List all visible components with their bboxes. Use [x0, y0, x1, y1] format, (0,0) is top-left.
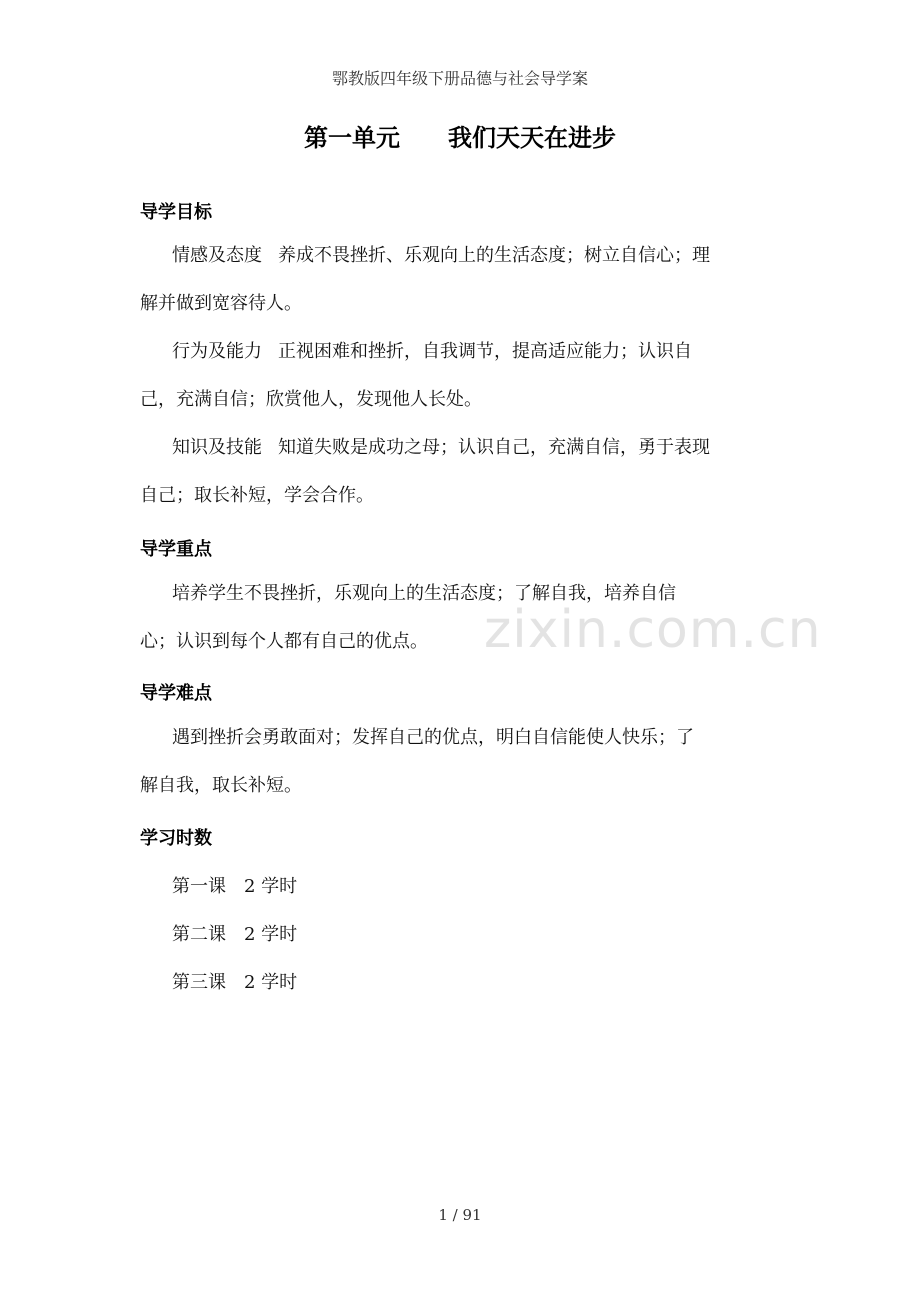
section-heading-key-points: 导学重点 — [140, 539, 212, 560]
lesson-hours-item: 第一课 2 学时 — [172, 876, 298, 897]
goal-emotion-paragraph — [140, 232, 710, 328]
section-heading-hours: 学习时数 — [140, 828, 212, 849]
section-heading-goals: 导学目标 — [140, 202, 212, 223]
goal-text: 知道失败是成功之母；认识自己，充满自信，勇于表现自己；取长补短，学会合作。 — [140, 437, 710, 506]
site-watermark: zixin.com.cn — [484, 600, 822, 660]
goal-label: 知识及技能 — [172, 437, 262, 458]
page-title: 第一单元 我们天天在进步 — [304, 124, 616, 152]
section-heading-difficulties: 导学难点 — [140, 683, 212, 704]
difficulties-paragraph: 遇到挫折会勇敢面对；发挥自己的优点，明白自信能使人快乐；了解自我，取长补短。 — [140, 727, 694, 796]
goal-behavior-paragraph — [140, 328, 710, 424]
goal-label: 行为及能力 — [172, 341, 262, 362]
page-header: 鄂教版四年级下册品德与社会导学案 — [331, 69, 588, 88]
lesson-hours-item: 第三课 2 学时 — [172, 972, 298, 993]
goal-label: 情感及态度 — [172, 245, 262, 266]
goal-knowledge-paragraph — [140, 424, 710, 520]
goal-text: 养成不畏挫折、乐观向上的生活态度；树立自信心；理解并做到宽容待人。 — [140, 245, 710, 314]
key-points-paragraph: 培养学生不畏挫折，乐观向上的生活态度；了解自我，培养自信心；认识到每个人都有自己的优点。 — [140, 583, 676, 652]
page-number: 1 / 91 — [438, 1206, 482, 1224]
goal-text: 正视困难和挫折，自我调节，提高适应能力；认识自己，充满自信；欣赏他人，发现他人长处。 — [140, 341, 692, 410]
lesson-hours-item: 第二课 2 学时 — [172, 924, 298, 945]
